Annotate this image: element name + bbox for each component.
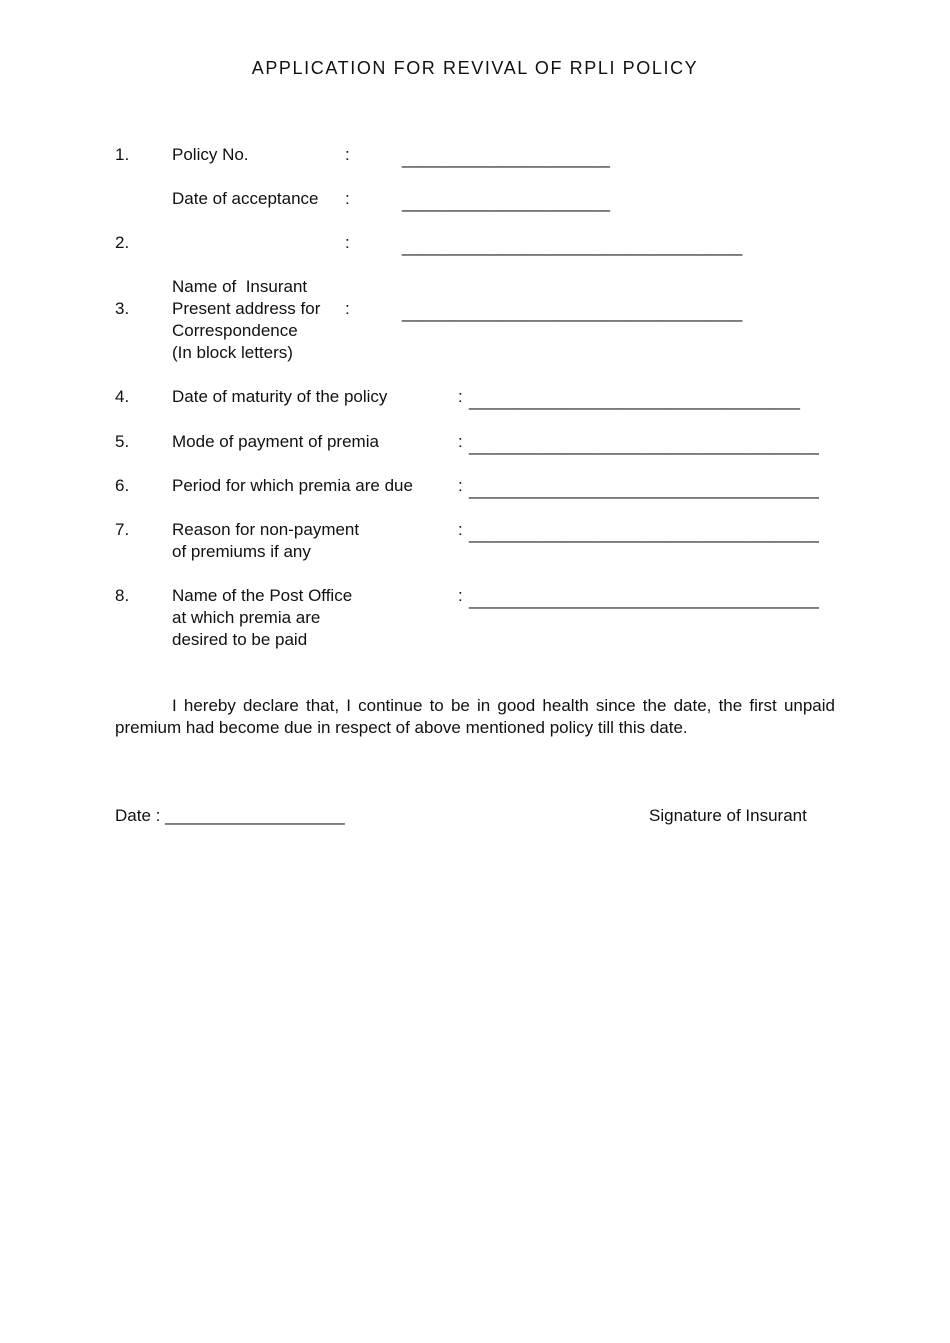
item-number-4: 4. [115,387,130,406]
premia-due-period-colon: : [458,476,463,495]
payment-mode-colon: : [458,432,463,451]
non-payment-reason-label-line2: of premiums if any [172,542,311,561]
maturity-date-field[interactable]: ___________________________________ [469,391,800,410]
item-number-3: 3. [115,299,130,318]
signature-label: Signature of Insurant [649,806,807,825]
address-field[interactable]: ____________________________________ [402,303,743,322]
item-number-5: 5. [115,432,130,451]
non-payment-reason-field[interactable]: _____________________________________ [469,524,819,543]
address-label-line2: Correspondence [172,321,298,340]
non-payment-reason-label [172,519,359,563]
insurant-name-colon: : [345,233,350,252]
post-office-label-line2: at which premia are [172,608,321,627]
policy-no-colon: : [345,145,350,164]
item-number-8: 8. [115,586,130,605]
payment-mode-label: Mode of payment of premia [172,432,379,451]
premia-due-period-label: Period for which premia are due [172,476,413,495]
post-office-label-line3: desired to be paid [172,630,308,649]
post-office-label-line1: Name of the Post Office [172,586,353,605]
declaration-text: I hereby declare that, I continue to be in good health since the date, the first unpaid premium had become due in respect of above mentioned policy till this date. [115,696,835,737]
date-field[interactable]: Date : ___________________ [115,806,345,825]
item-number-6: 6. [115,476,130,495]
address-label-line1: Present address for [172,299,321,318]
non-payment-reason-colon: : [458,520,463,539]
payment-mode-field[interactable]: _____________________________________ [469,436,819,455]
premia-due-period-field[interactable]: _____________________________________ [469,480,819,499]
date-of-acceptance-field[interactable]: ______________________ [402,193,611,212]
insurant-name-label-line1: Name of Insurant [172,277,308,296]
declaration-paragraph [115,695,835,739]
date-of-acceptance-colon: : [345,189,350,208]
post-office-colon: : [458,586,463,605]
form-title: APPLICATION FOR REVIVAL OF RPLI POLICY [251,58,699,78]
policy-no-label: Policy No. [172,145,249,164]
address-colon: : [345,299,350,318]
policy-no-field[interactable]: ______________________ [402,149,611,168]
post-office-label [172,585,352,651]
maturity-date-colon: : [458,387,463,406]
address-label [172,298,320,342]
item-number-1: 1. [115,145,130,164]
item-number-2: 2. [115,233,130,252]
post-office-field[interactable]: _____________________________________ [469,590,819,609]
maturity-date-label: Date of maturity of the policy [172,387,388,406]
non-payment-reason-label-line1: Reason for non-payment [172,520,360,539]
insurant-name-label-line2: (In block letters) [172,343,293,362]
date-of-acceptance-label: Date of acceptance [172,189,319,208]
insurant-name-field[interactable]: ____________________________________ [402,237,743,256]
item-number-7: 7. [115,520,130,539]
